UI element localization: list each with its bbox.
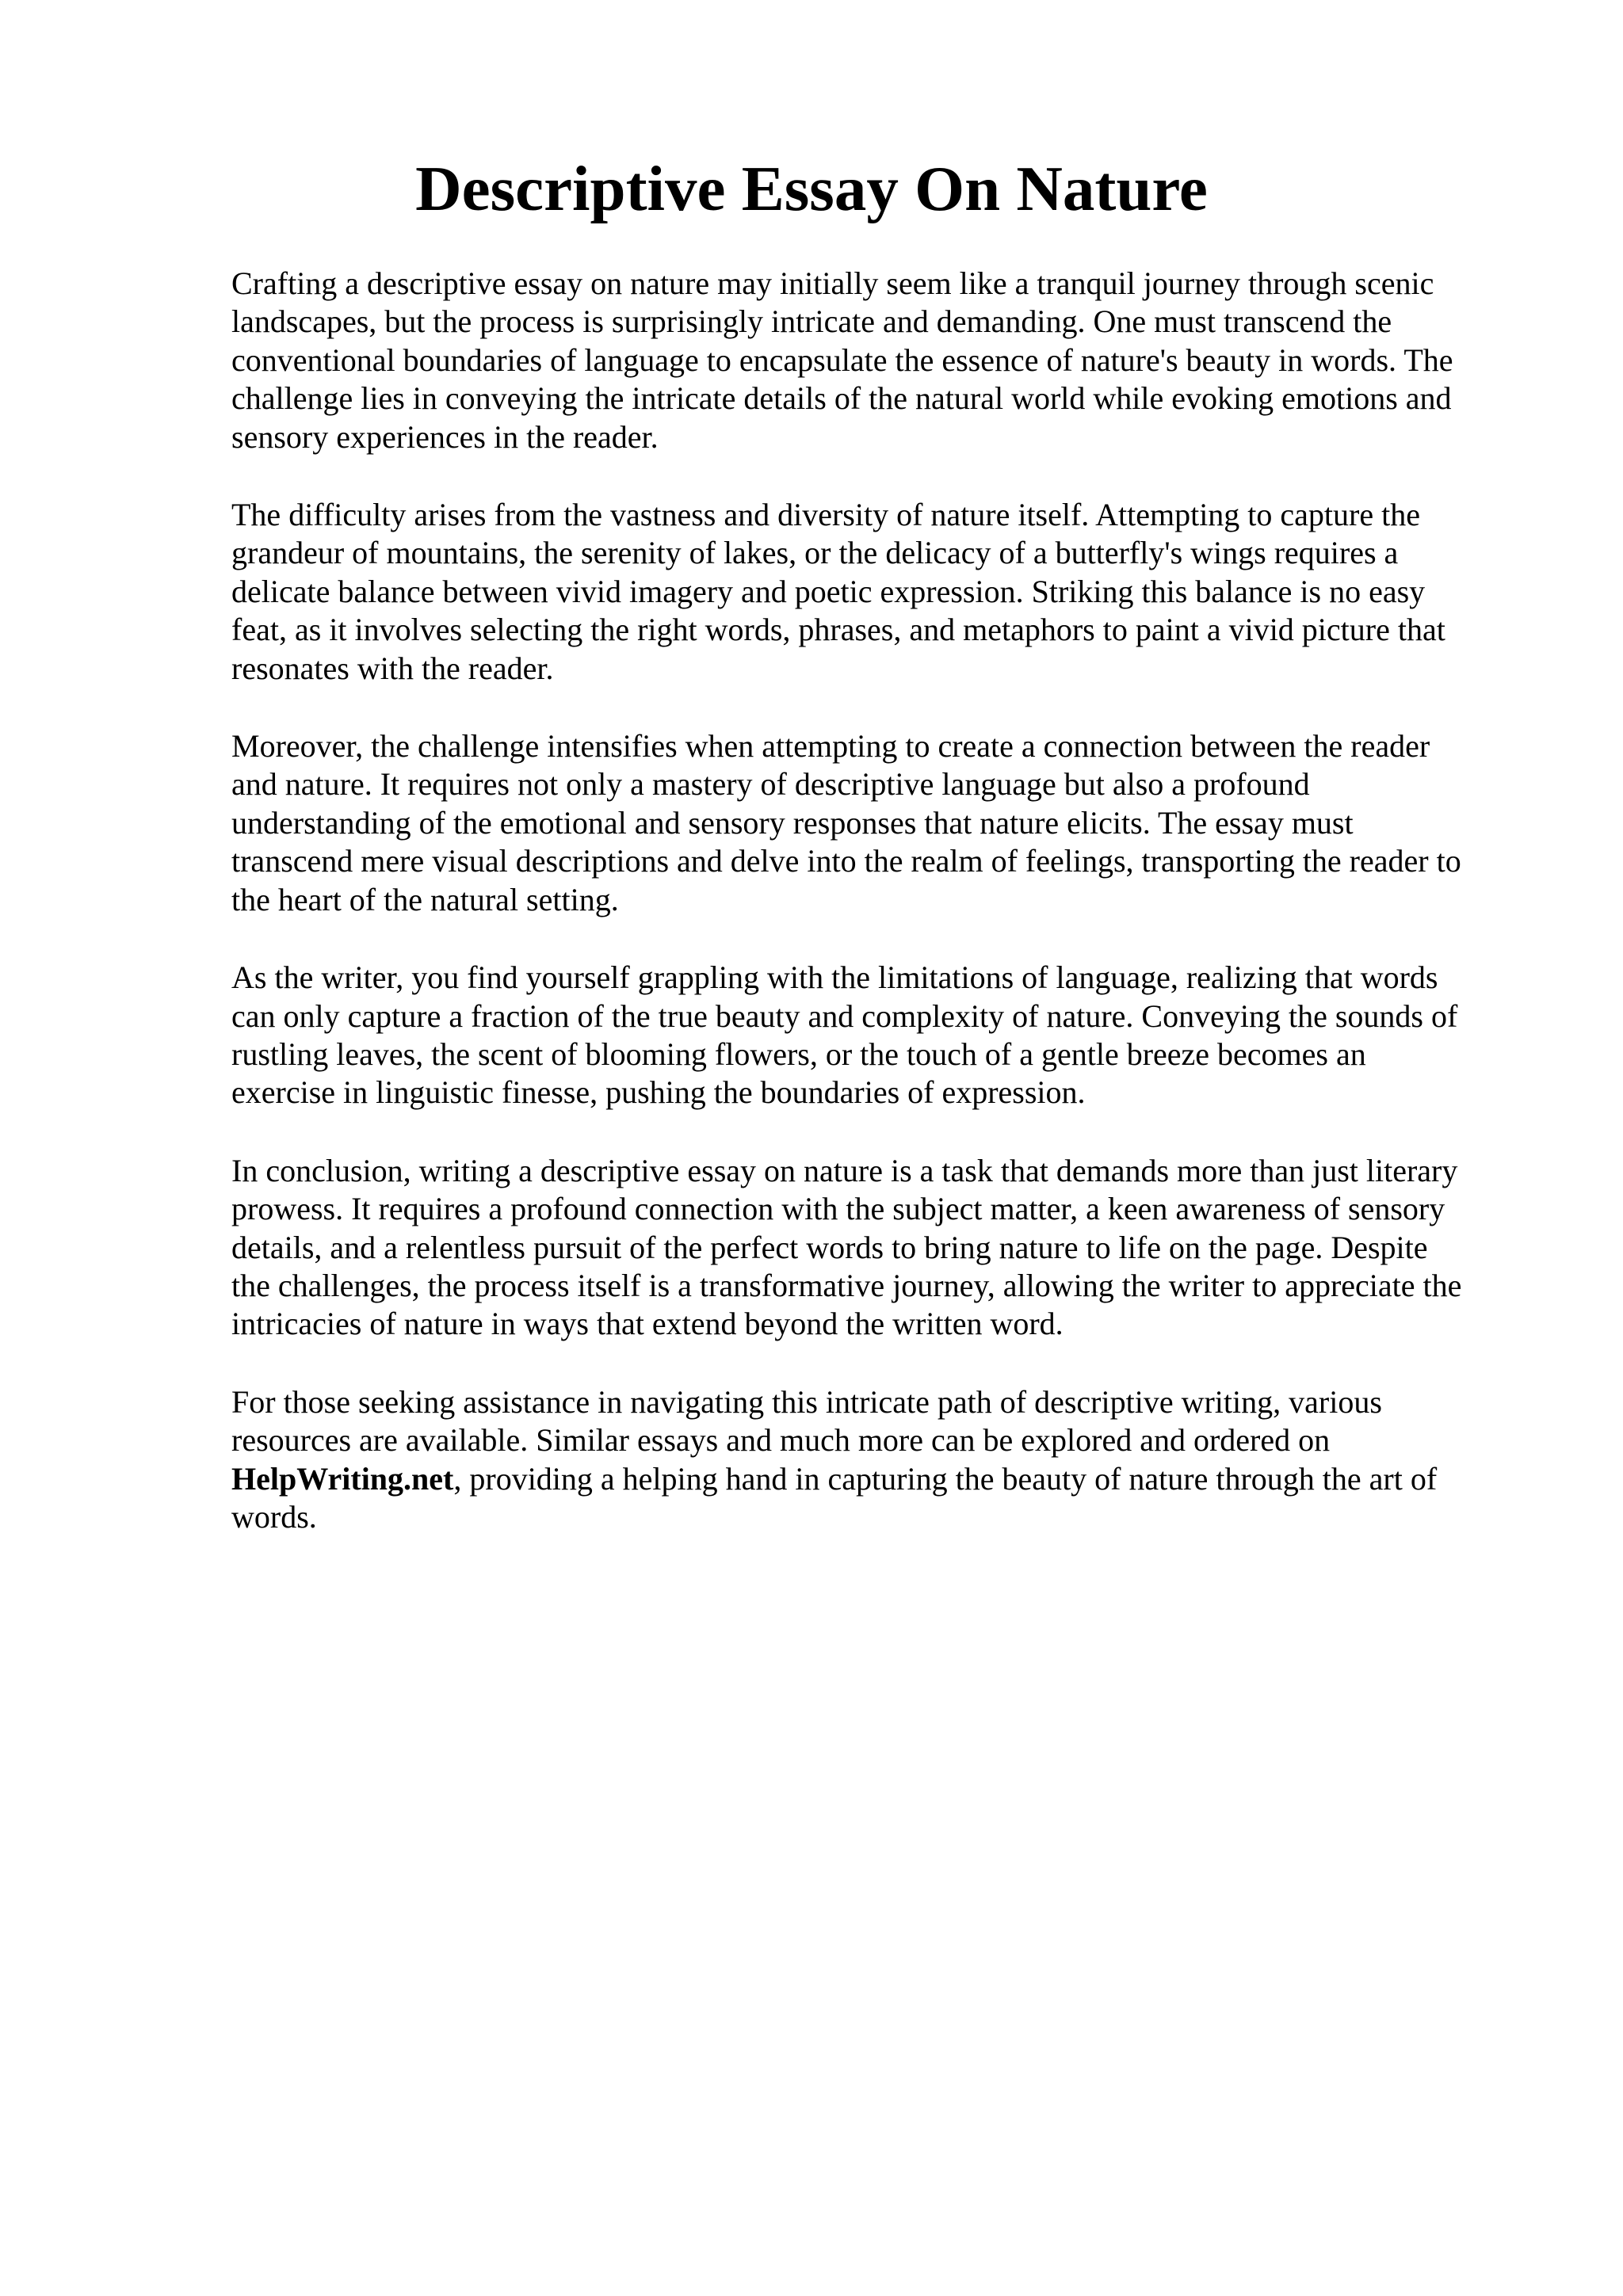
essay-paragraph: As the writer, you find yourself grappling with the limitations of language, realizing that words can only capture a fraction of the true beauty and complexity of nature. Conveying the sounds of rustling leaves, the scent of blooming flowers, or the touch of a gentle breeze becomes an exercise in linguistic finesse, pushing the boundaries of expression.: [231, 959, 1458, 1111]
essay-paragraph: In conclusion, writing a descriptive essay on nature is a task that demands more than just literary prowess. It requires a profound connection with the subject matter, a keen awareness of sensory details, and a relentless pursuit of the perfect words to bring nature to life on the page. Despite the challenges, the process itself is a transformative journey, allowing the writer to appreciate the intricacies of nature in ways that extend beyond the written word.: [231, 1152, 1462, 1342]
closing-paragraph: [231, 1383, 1515, 1537]
essay-paragraph: Crafting a descriptive essay on nature may initially seem like a tranquil journey through scenic landscapes, but the process is surprisingly intricate and demanding. One must transcend the conventional boundaries of language to encapsulate the essence of nature's beauty in words. The challenge lies in conveying the intricate details of the natural world while evoking emotions and sensory experiences in the reader.: [231, 265, 1453, 455]
brand-name: HelpWriting.net: [231, 1460, 454, 1497]
essay-body: [231, 265, 1515, 1576]
closing-outro-text: , providing a helping hand in capturing the beauty of nature through the art of words.: [231, 1460, 1438, 1535]
essay-paragraph: The difficulty arises from the vastness and diversity of nature itself. Attempting to capture the grandeur of mountains, the serenity of lakes, or the delicacy of a butterfly's wings requires a delicate balance between vivid imagery and poetic expression. Striking this balance is no easy feat, as it involves selecting the right words, phrases, and metaphors to paint a vivid picture that resonates with the reader.: [231, 497, 1445, 686]
essay-paragraph: Moreover, the challenge intensifies when attempting to create a connection between the reader and nature. It requires not only a mastery of descriptive language but also a profound understanding of the emotional and sensory responses that nature elicits. The essay must transcend mere visual descriptions and delve into the realm of feelings, transporting the reader to the heart of the natural setting.: [231, 728, 1461, 917]
closing-intro-text: For those seeking assistance in navigating this intricate path of descriptive writing, various resources are available. Similar essays and much more can be explored and ordered on: [231, 1383, 1382, 1459]
page-title: Descriptive Essay On Nature: [415, 153, 1208, 224]
